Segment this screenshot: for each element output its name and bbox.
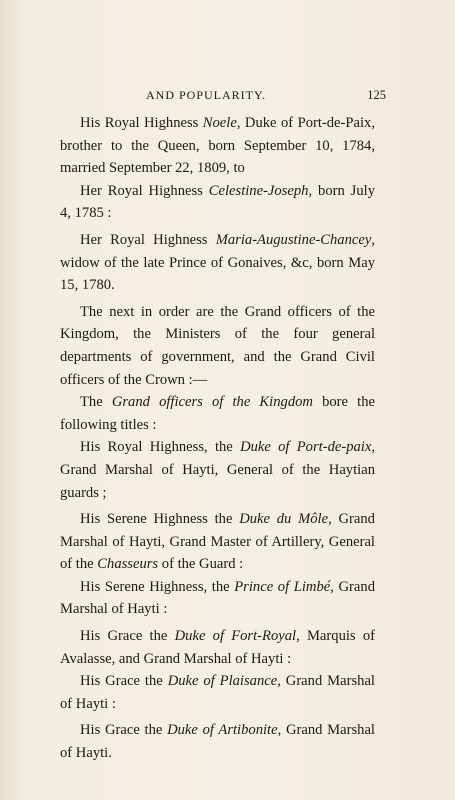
text-run: His Grace the xyxy=(80,722,168,739)
italic-name: Duke of Artibonite xyxy=(167,722,278,739)
paragraph-grand-officers xyxy=(60,391,375,436)
text-run: His Royal Highness, the xyxy=(80,439,241,456)
running-head: AND POPULARITY. xyxy=(146,88,267,102)
text-run: Her Royal Highness xyxy=(80,182,209,199)
italic-name: Prince of Limbé xyxy=(234,578,331,595)
text-run: , born July 4, 1785 : xyxy=(60,182,375,222)
text-run: , Duke of Port-de-Paix, brother to the Queen, born September 10, 1784, married September 22, 1809, to xyxy=(60,115,375,177)
text-run: , Marquis of Avalasse, and Grand Marshal of Hayti : xyxy=(60,628,375,667)
text-run: , Grand Marshal of Hayti : xyxy=(60,673,375,712)
text-run: , Grand Marshal of Hayti. xyxy=(60,722,375,762)
text-run: His Grace the xyxy=(80,628,175,645)
italic-name: Duke du Môle xyxy=(239,511,329,528)
italic-name: Duke of Plaisance xyxy=(167,673,278,690)
paragraph-duke-port-de-paix xyxy=(60,112,375,180)
text-run: , Grand Marshal of Hayti, Grand Master of Artillery, General of the xyxy=(60,511,375,573)
italic-name: Noele xyxy=(202,115,237,131)
text-run: His Royal Highness xyxy=(80,115,203,131)
text-run: Her Royal Highness xyxy=(80,231,216,248)
paragraph-duke-artibonite xyxy=(60,719,375,764)
paragraph-duke-fort-royal xyxy=(60,625,375,670)
italic-name: Chasseurs xyxy=(97,556,159,573)
italic-name: Duke of Port-de-paix xyxy=(240,439,372,456)
text-run: His Serene Highness the xyxy=(80,511,240,528)
paragraph-duke-port-de-paix-title xyxy=(60,436,375,504)
paragraph-celestine-joseph xyxy=(60,180,375,225)
text-run: of the Guard : xyxy=(158,556,244,573)
text-run: The xyxy=(80,394,112,411)
text-run: His Serene Highness, the xyxy=(80,578,235,595)
text-run: , widow of the late Prince of Gonaives, &c, born May 15, 1780. xyxy=(60,231,375,294)
italic-name: Duke of Fort-Royal xyxy=(174,628,297,645)
text-run: bore the following titles : xyxy=(60,394,375,433)
paragraph-prince-of-limbe xyxy=(60,576,375,621)
paragraph-duke-plaisance xyxy=(60,670,375,715)
page-number: 125 xyxy=(367,88,386,102)
text-run: His Grace the xyxy=(80,673,168,690)
italic-name: Celestine-Joseph xyxy=(208,182,309,199)
page-header xyxy=(60,88,386,108)
italic-phrase: Grand officers of the Kingdom xyxy=(111,394,313,411)
text-run: , Grand Marshal of Hayti, General of the Haytian guards ; xyxy=(60,439,375,501)
paragraph-duke-du-mole xyxy=(60,508,375,576)
page-body xyxy=(60,112,375,765)
paragraph-next-in-order xyxy=(60,301,375,391)
paragraph-maria-augustine xyxy=(60,229,375,297)
text-run: The next in order are the Grand officers of the Kingdom, the Ministers of the four general departments of government, and the Grand Civil officers of the Crown :— xyxy=(60,303,375,388)
text-run: , Grand Marshal of Hayti : xyxy=(60,578,375,618)
italic-name: Maria-Augustine-Chancey xyxy=(215,231,372,248)
